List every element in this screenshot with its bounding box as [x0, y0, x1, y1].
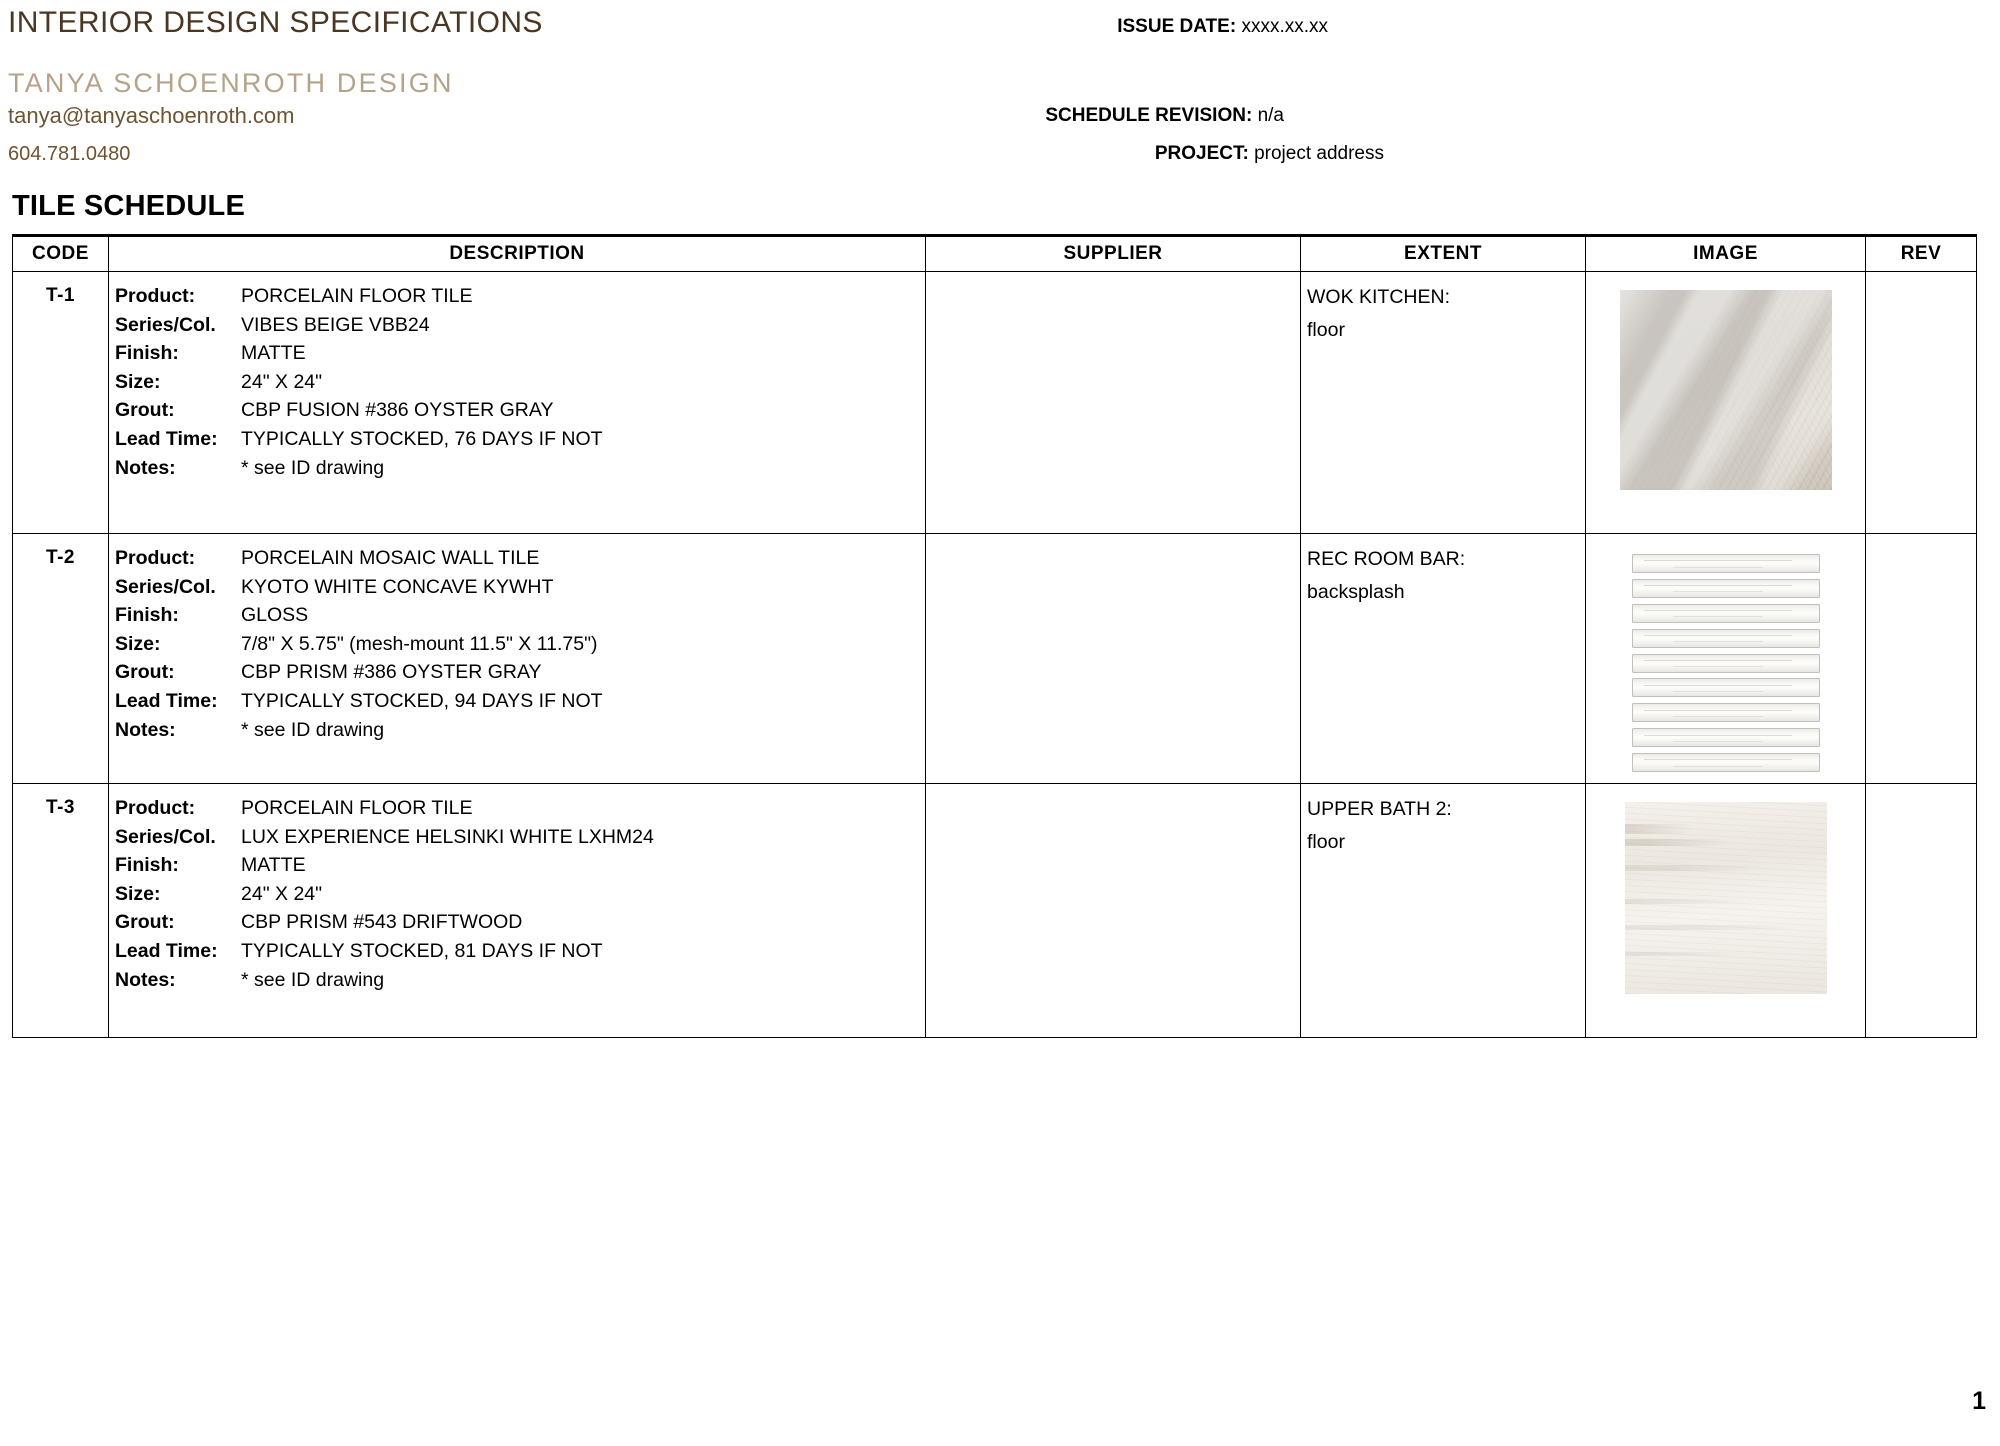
field-value-notes: * see ID drawing — [241, 456, 385, 479]
white-concave-mosaic-stick-swatch — [1624, 552, 1828, 774]
row-extent-cell — [1301, 534, 1586, 784]
field-value-product: PORCELAIN MOSAIC WALL TILE — [241, 547, 540, 569]
row-description-cell — [109, 784, 926, 1038]
row-extent-cell — [1301, 272, 1586, 534]
row-supplier-cell — [926, 272, 1301, 534]
field-value-lead-time: TYPICALLY STOCKED, 81 DAYS IF NOT — [241, 939, 603, 962]
brand-phone: 604.781.0480 — [8, 143, 131, 165]
field-value-product: PORCELAIN FLOOR TILE — [241, 797, 473, 819]
mosaic-stick — [1632, 753, 1820, 772]
extent-room: UPPER BATH 2: — [1307, 798, 1452, 820]
column-header-description: DESCRIPTION — [109, 236, 926, 272]
field-label-grout: Grout: — [115, 661, 175, 684]
brand-email[interactable]: tanya@tanyaschoenroth.com — [8, 103, 295, 128]
row-extent-cell — [1301, 784, 1586, 1038]
field-label-notes: Notes: — [115, 968, 176, 991]
field-label-product: Product: — [115, 285, 196, 307]
table-row — [13, 534, 1977, 784]
field-value-finish: GLOSS — [241, 604, 309, 627]
extent-use: floor — [1307, 319, 1345, 341]
page-header — [0, 0, 2000, 190]
row-code-cell: T-3 — [13, 784, 109, 1038]
field-label-size: Size: — [115, 370, 161, 393]
schedule-title: TILE SCHEDULE — [12, 190, 245, 222]
schedule-revision-value: n/a — [1257, 105, 1284, 126]
field-value-size: 7/8" X 5.75" (mesh-mount 11.5" X 11.75") — [241, 632, 598, 655]
project-label: PROJECT: — [1154, 143, 1249, 164]
field-label-lead-time: Lead Time: — [115, 427, 218, 450]
field-label-notes: Notes: — [115, 456, 176, 479]
field-value-grout: CBP PRISM #543 DRIFTWOOD — [241, 911, 523, 934]
row-rev-cell — [1866, 534, 1977, 784]
schedule-revision-line — [1045, 105, 1284, 127]
column-header-image: IMAGE — [1586, 236, 1866, 272]
field-label-size: Size: — [115, 632, 161, 655]
mosaic-stick — [1632, 629, 1820, 648]
field-label-series: Series/Col. — [115, 825, 216, 848]
column-header-rev: REV — [1866, 236, 1977, 272]
issue-date-label: ISSUE DATE: — [1117, 16, 1237, 37]
row-image-cell — [1586, 534, 1866, 784]
field-label-finish: Finish: — [115, 854, 179, 877]
row-supplier-cell — [926, 784, 1301, 1038]
tile-schedule-table — [12, 234, 1977, 1038]
issue-date-line — [1117, 16, 1328, 38]
extent-room: WOK KITCHEN: — [1307, 286, 1451, 308]
field-label-grout: Grout: — [115, 911, 175, 934]
issue-date-value: xxxx.xx.xx — [1241, 16, 1328, 37]
row-rev-cell — [1866, 784, 1977, 1038]
table-header-row — [13, 236, 1977, 272]
field-label-product: Product: — [115, 547, 196, 569]
field-value-size: 24" X 24" — [241, 370, 323, 393]
row-image-cell — [1586, 784, 1866, 1038]
project-line — [1155, 143, 1384, 165]
column-header-supplier: SUPPLIER — [926, 236, 1301, 272]
field-value-series: KYOTO WHITE CONCAVE KYWHT — [241, 575, 554, 598]
field-value-series: VIBES BEIGE VBB24 — [241, 313, 430, 336]
row-code-cell: T-1 — [13, 272, 109, 534]
row-code-cell: T-2 — [13, 534, 109, 784]
row-supplier-cell — [926, 534, 1301, 784]
field-label-lead-time: Lead Time: — [115, 689, 218, 712]
mosaic-stick — [1632, 703, 1820, 722]
field-value-finish: MATTE — [241, 854, 306, 877]
field-value-series: LUX EXPERIENCE HELSINKI WHITE LXHM24 — [241, 825, 654, 848]
beige-gray-stone-porcelain-swatch — [1620, 290, 1832, 490]
column-header-extent: EXTENT — [1301, 236, 1586, 272]
mosaic-stick — [1632, 554, 1820, 573]
field-value-lead-time: TYPICALLY STOCKED, 94 DAYS IF NOT — [241, 689, 603, 712]
field-label-series: Series/Col. — [115, 313, 216, 336]
field-label-series: Series/Col. — [115, 575, 216, 598]
table-row — [13, 272, 1977, 534]
project-value: project address — [1254, 143, 1384, 164]
field-label-notes: Notes: — [115, 718, 176, 741]
mosaic-stick — [1632, 728, 1820, 747]
field-label-finish: Finish: — [115, 604, 179, 627]
field-value-notes: * see ID drawing — [241, 718, 385, 741]
field-label-grout: Grout: — [115, 399, 175, 422]
field-value-lead-time: TYPICALLY STOCKED, 76 DAYS IF NOT — [241, 427, 603, 450]
brand-name: TANYA SCHOENROTH DESIGN — [8, 68, 454, 98]
mosaic-stick — [1632, 678, 1820, 697]
extent-use: backsplash — [1307, 581, 1405, 603]
field-label-finish: Finish: — [115, 342, 179, 365]
white-marble-look-porcelain-swatch — [1625, 802, 1827, 994]
extent-use: floor — [1307, 831, 1345, 853]
column-header-code: CODE — [13, 236, 109, 272]
field-value-size: 24" X 24" — [241, 882, 323, 905]
field-label-size: Size: — [115, 882, 161, 905]
extent-room: REC ROOM BAR: — [1307, 548, 1466, 570]
document-title: INTERIOR DESIGN SPECIFICATIONS — [8, 6, 543, 39]
field-value-grout: CBP FUSION #386 OYSTER GRAY — [241, 399, 554, 422]
field-value-grout: CBP PRISM #386 OYSTER GRAY — [241, 661, 542, 684]
field-value-product: PORCELAIN FLOOR TILE — [241, 285, 473, 307]
page-number: 1 — [1972, 1387, 1986, 1415]
mosaic-stick — [1632, 579, 1820, 598]
schedule-revision-label: SCHEDULE REVISION: — [1045, 105, 1253, 126]
table-row — [13, 784, 1977, 1038]
row-description-cell — [109, 534, 926, 784]
field-value-finish: MATTE — [241, 342, 306, 365]
row-image-cell — [1586, 272, 1866, 534]
field-label-product: Product: — [115, 797, 196, 819]
row-rev-cell — [1866, 272, 1977, 534]
field-label-lead-time: Lead Time: — [115, 939, 218, 962]
row-description-cell — [109, 272, 926, 534]
mosaic-stick — [1632, 654, 1820, 673]
field-value-notes: * see ID drawing — [241, 968, 385, 991]
mosaic-stick — [1632, 604, 1820, 623]
